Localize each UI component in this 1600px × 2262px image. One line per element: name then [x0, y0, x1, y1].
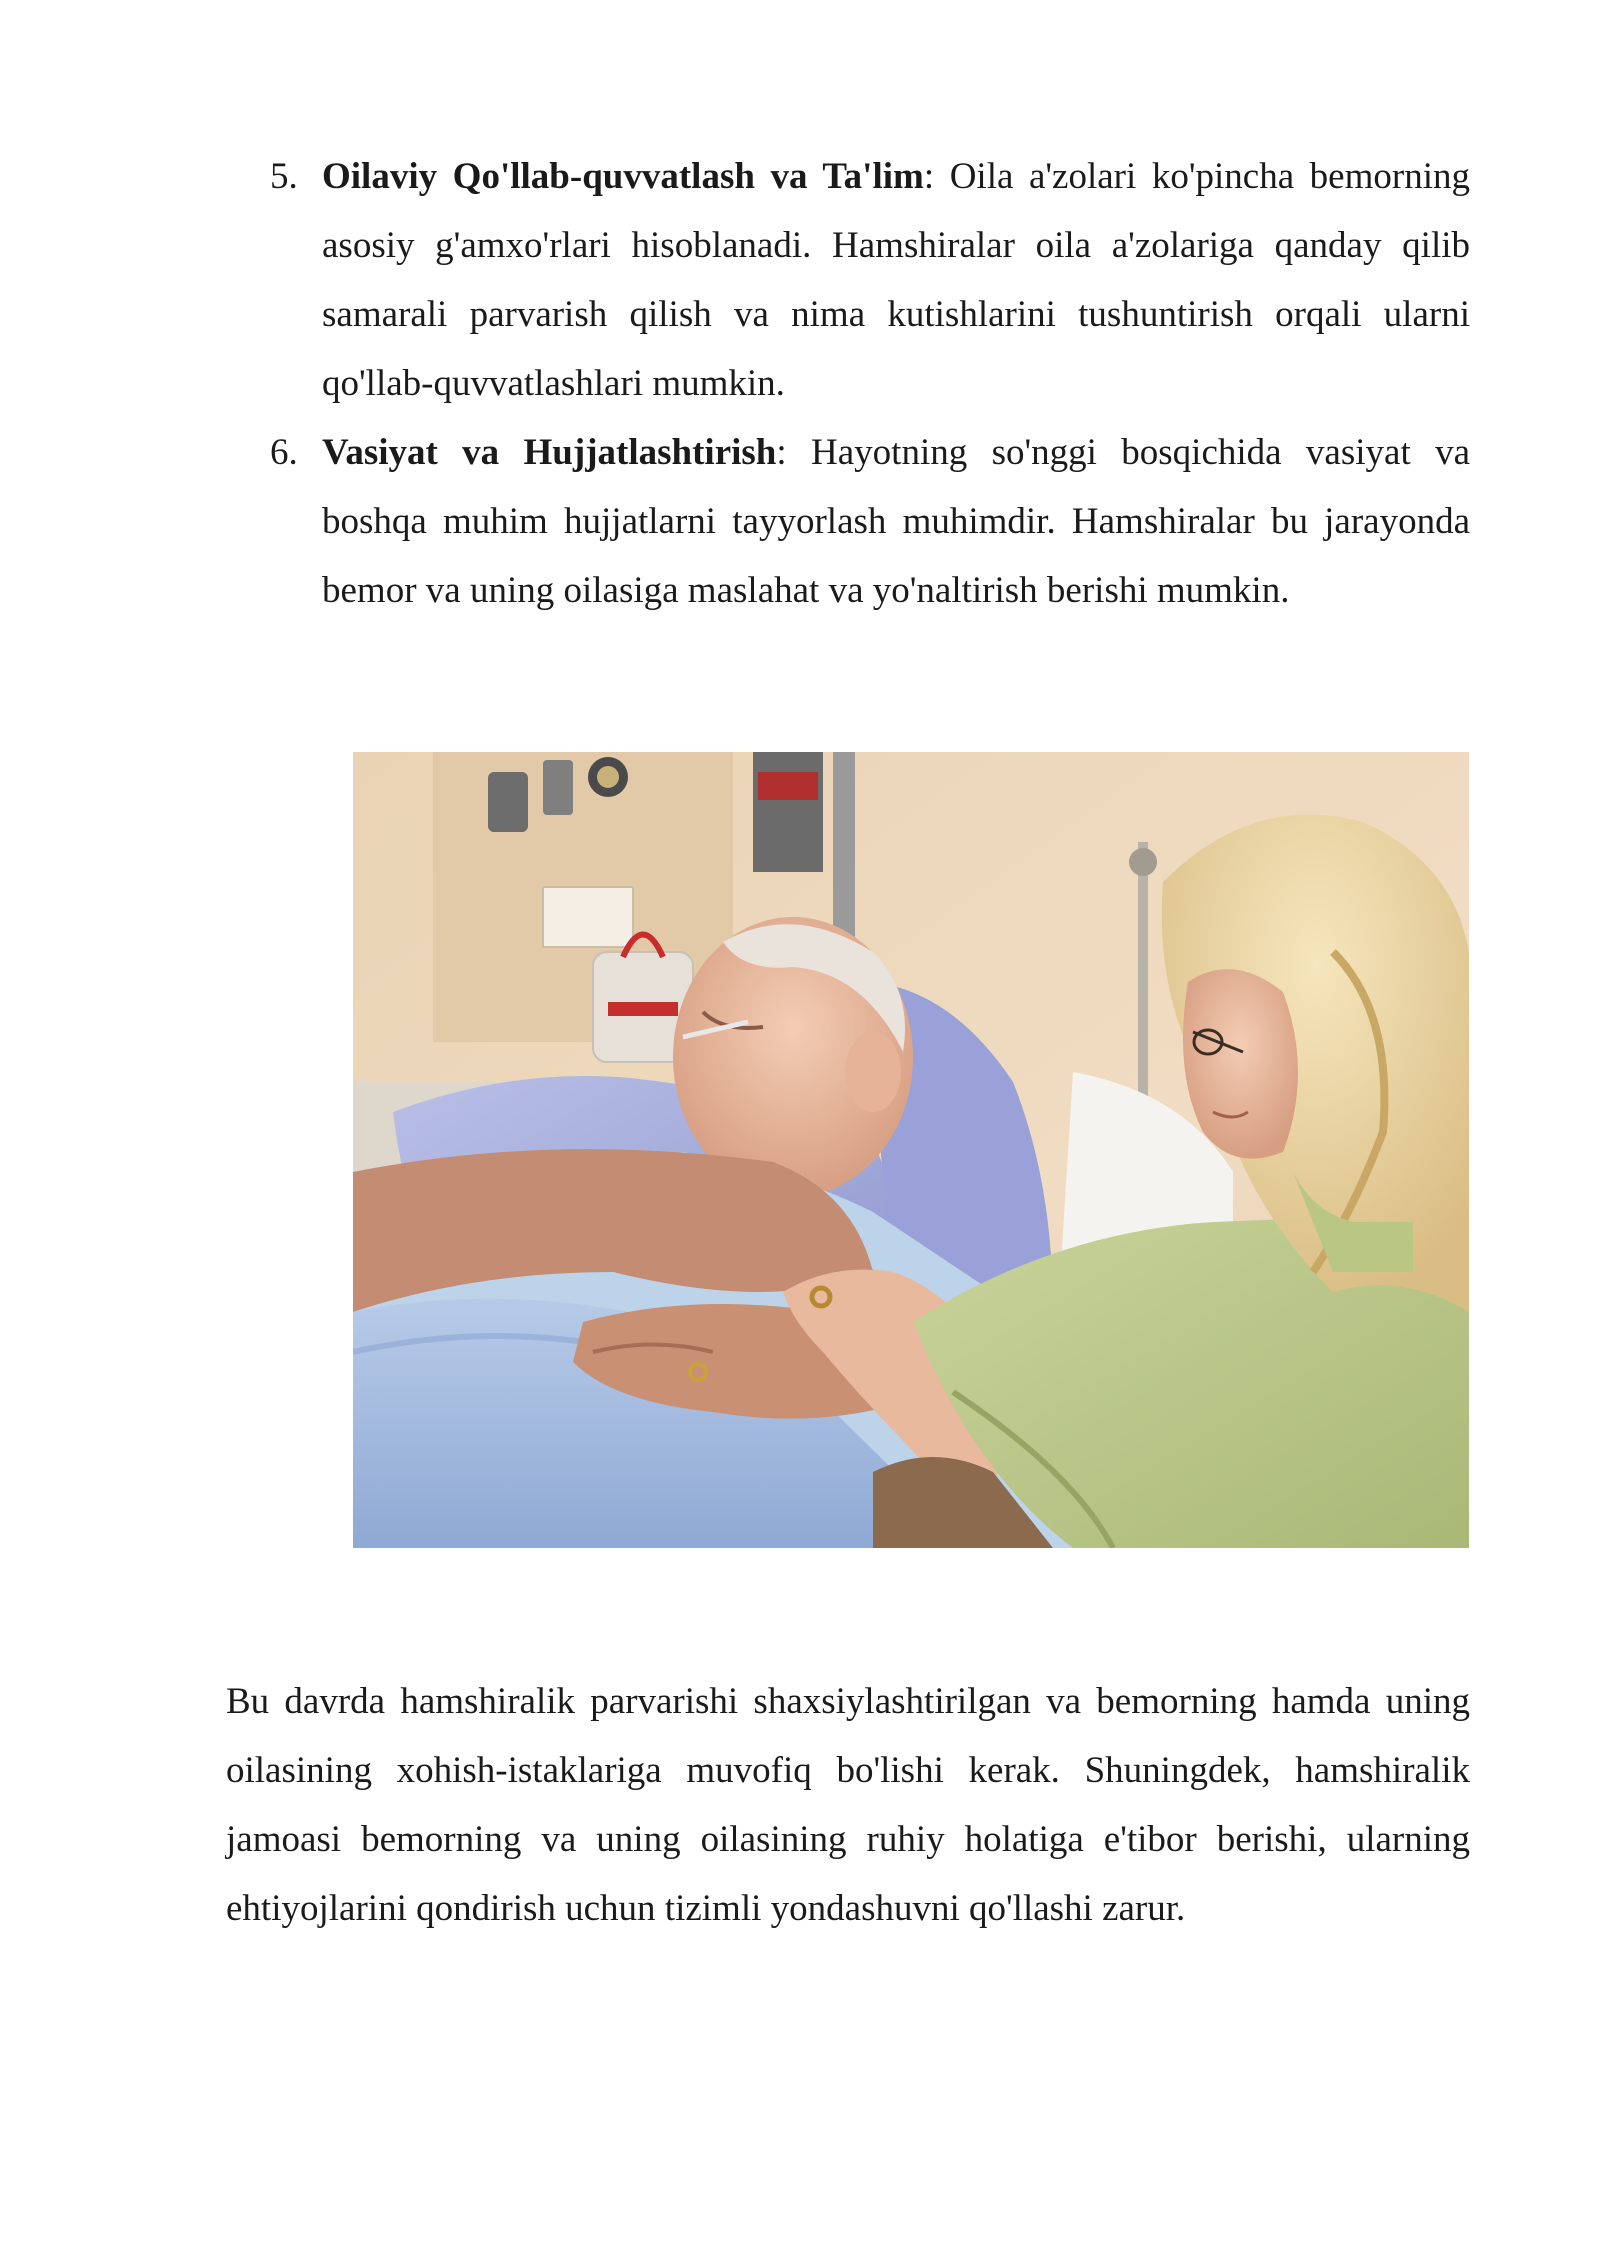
body-paragraph: Bu davrda hamshiralik parvarishi shaxsiylashtirilgan va bemorning hamda uning oilasining xohish-istaklariga muvofiq bo'lishi kerak. Shuningdek, hamshiralik jamoasi bemorning va uning oilasining ruhiy holatiga e'tibor berishi, ularning ehtiyojlarini qondirish uchun tizimli yondashuvni qo'llashi zarur. [226, 1681, 1470, 1929]
list-separator: : [923, 156, 935, 197]
list-item [270, 142, 1470, 418]
list-number: 6. [270, 432, 298, 473]
list-separator: : [776, 432, 787, 473]
numbered-list [270, 142, 1470, 625]
list-item [270, 418, 1470, 625]
list-term: Oilaviy Qo'llab-quvvatlash va Ta'lim [322, 156, 924, 197]
list-text: Oila a'zolari ko'pincha bemorning asosiy g'amxo'rlari hisoblanadi. Hamshiralar oila a'zolariga qanday qilib samarali parvarish qilish va nima kutishlarini tushuntirish orqali ularni qo'llab-quvvatlashlari mumkin. [322, 156, 1470, 404]
list-number: 5. [270, 156, 298, 197]
hospital-bedside-photo [353, 752, 1469, 1548]
list-text: Hayotning so'nggi bosqichida vasiyat va boshqa muhim hujjatlarni tayyorlash muhimdir. Hamshiralar bu jarayonda bemor va uning oilasiga maslahat va yo'naltirish berishi mumkin. [322, 432, 1471, 611]
list-term: Vasiyat va Hujjatlashtirish [322, 432, 777, 473]
